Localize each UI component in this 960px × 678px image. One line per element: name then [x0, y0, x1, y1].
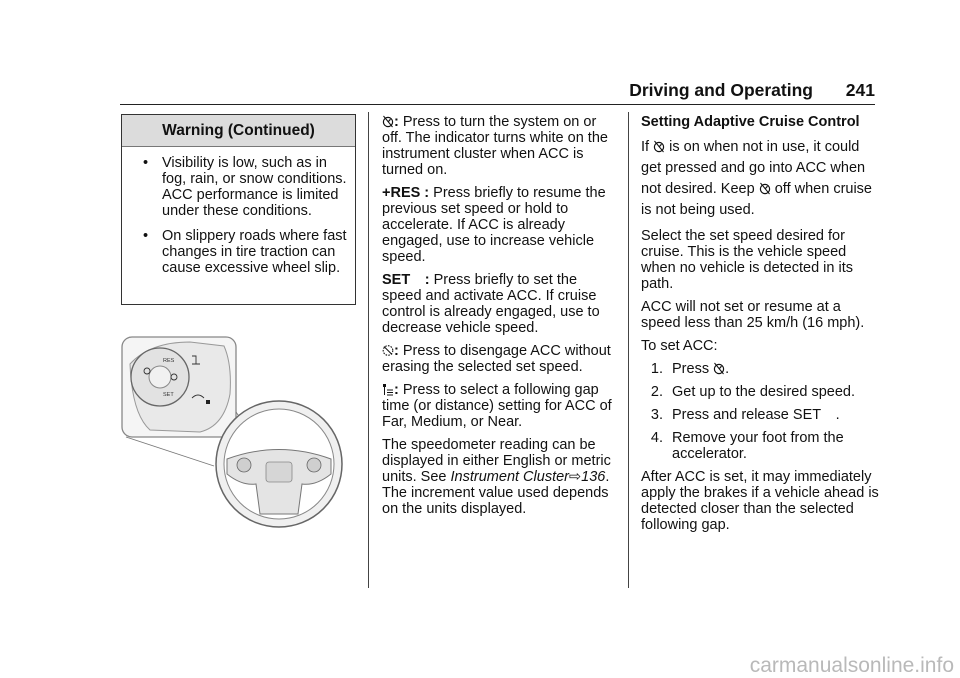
step-item: [641, 361, 879, 377]
instrument-cluster-link[interactable]: Instrument Cluster: [450, 469, 569, 485]
bullet: •: [143, 228, 149, 244]
warning-list: [122, 147, 355, 276]
right-column: [641, 114, 879, 540]
warning-item: [130, 155, 347, 219]
bullet: •: [143, 155, 149, 171]
cruise-on-off-icon: [759, 181, 771, 195]
warning-item-text: On slippery roads where fast changes in tire traction can cause excessive wheel slip.: [162, 228, 347, 276]
speedometer-text-a: The speedometer reading can be displayed in either English or metric units. See: [382, 437, 611, 485]
warning-box: [121, 114, 356, 305]
following-gap-icon: [382, 382, 394, 396]
step-item: [641, 430, 879, 462]
cruise-on-off-icon: [713, 361, 725, 375]
set-label: SET :: [382, 272, 430, 288]
ontoggle-paragraph: [641, 137, 879, 221]
step-text-end: .: [725, 361, 730, 377]
set-paragraph: [382, 272, 620, 336]
cancel-text: Press to disengage ACC without erasing the selected set speed.: [382, 343, 611, 375]
page-reference[interactable]: 136: [581, 469, 606, 485]
gap-text: Press to select a following gap time (or distance) setting for ACC of Far, Medium, or Near.: [382, 382, 612, 430]
cancel-label: :: [394, 343, 399, 359]
warning-title: Warning (Continued): [122, 115, 355, 147]
page-header: [120, 82, 875, 104]
section-heading: Setting Adaptive Cruise Control: [641, 114, 860, 130]
step-text: Remove your foot from the accelerator.: [672, 430, 844, 462]
warning-item-text: Visibility is low, such as in fog, rain, or snow conditions. ACC performance is limited under these conditions.: [162, 155, 347, 219]
ontoggle-text-c: off when cruise is not being used.: [641, 181, 872, 218]
onoff-text: Press to turn the system on or off. The indicator turns white on the instrument cluster when ACC is turned on.: [382, 114, 608, 178]
cruise-on-off-icon: [382, 114, 394, 128]
middle-column: [382, 114, 620, 524]
res-label: +RES :: [382, 185, 430, 201]
steering-wheel-controls-illustration: [120, 334, 352, 530]
step-item: [641, 407, 879, 423]
cancel-paragraph: [382, 343, 620, 375]
onoff-label: :: [394, 114, 399, 130]
step-number: 2.: [650, 384, 663, 400]
svg-text:SET: SET: [163, 392, 174, 398]
step-number: 1.: [650, 361, 663, 377]
column-divider-1: [368, 112, 369, 588]
step-text: Get up to the desired speed.: [672, 384, 855, 400]
arrow-icon: ⇨: [569, 469, 582, 485]
ontoggle-text-a: If: [641, 139, 650, 155]
set-text: Press briefly to set the speed and activate ACC. If cruise control is already engaged, use to decrease vehicle speed.: [382, 272, 600, 336]
section-title: Driving and Operating: [629, 80, 813, 100]
toset-paragraph: To set ACC:: [641, 338, 718, 354]
svg-text:RES: RES: [163, 358, 175, 364]
gap-label: :: [394, 382, 399, 398]
step-item: [641, 384, 879, 400]
step-number: 4.: [650, 430, 663, 446]
page-number: 241: [845, 80, 875, 100]
watermark: carmanualsonline.info: [749, 654, 954, 677]
res-paragraph: [382, 185, 620, 265]
steps-list: [641, 361, 879, 462]
speedometer-paragraph: [382, 437, 620, 517]
after-set-paragraph: After ACC is set, it may immediately apply the brakes if a vehicle ahead is detected closer than the selected following gap.: [641, 469, 879, 533]
step-text: Press: [672, 361, 710, 377]
speedometer-text-b: . The increment value used depends on the units displayed.: [382, 469, 610, 517]
cruise-on-off-icon: [653, 139, 665, 153]
onoff-paragraph: [382, 114, 620, 178]
column-divider-2: [628, 112, 629, 588]
minspeed-paragraph: ACC will not set or resume at a speed less than 25 km/h (16 mph).: [641, 299, 865, 331]
header-rule: [120, 104, 875, 105]
warning-item: [130, 228, 347, 276]
setspeed-paragraph: Select the set speed desired for cruise. This is the vehicle speed when no vehicle is detected in its path.: [641, 228, 853, 292]
gap-paragraph: [382, 382, 620, 430]
ontoggle-text-b: is on when not in use, it could get pressed and go into ACC when not desired. Keep: [641, 139, 866, 197]
res-text: Press briefly to resume the previous set speed or hold to accelerate. If ACC is already engaged, use to increase vehicle speed.: [382, 185, 606, 265]
step-number: 3.: [650, 407, 663, 423]
step-text: Press and release SET .: [672, 407, 840, 423]
cancel-icon: [382, 343, 394, 357]
